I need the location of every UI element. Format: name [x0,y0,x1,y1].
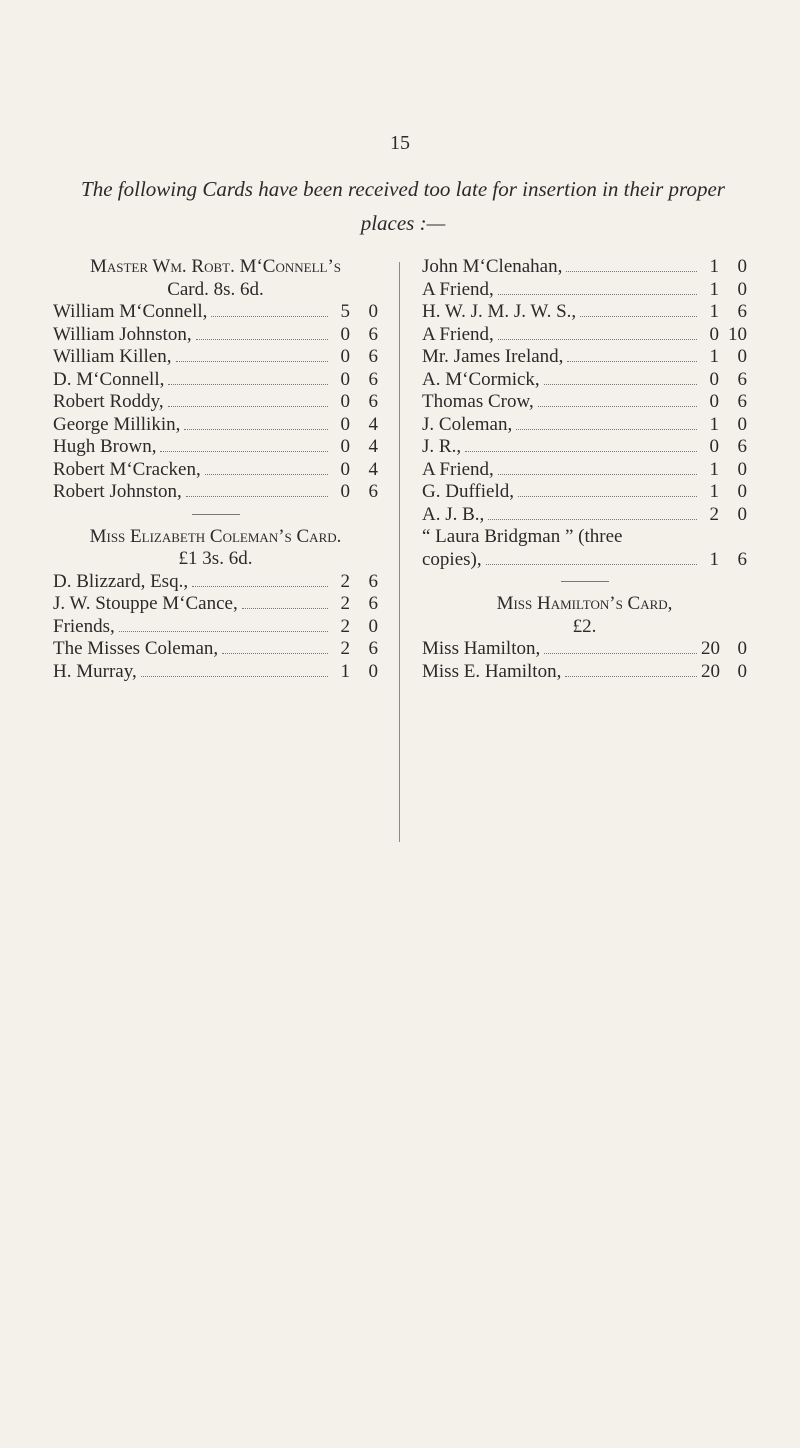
entry-list-right [422,256,747,526]
entry-pence: 6 [737,391,747,412]
entry-pence: 6 [368,481,378,502]
entry-shillings: 20 [701,660,720,682]
dotted-leader [538,406,697,407]
entry-name: John M‘Clenahan, [422,256,563,277]
dotted-leader [168,384,328,385]
entry-pence: 0 [737,413,747,435]
entry-name: Robert Roddy, [53,391,164,412]
dotted-leader [141,676,328,677]
entry-list-coleman [53,571,378,684]
section-rule [192,514,240,515]
subscription-entry [422,481,747,504]
dotted-leader [566,271,697,272]
dotted-leader [516,429,697,430]
entry-pence: 0 [737,660,747,682]
entry-shillings: 1 [709,256,719,277]
entry-pence: 0 [737,638,747,659]
dotted-leader [544,653,697,654]
entry-name: A Friend, [422,278,494,300]
column-divider [399,262,400,842]
wrapped-entry [422,526,747,571]
entry-name: J. R., [422,436,462,457]
entry-name: Robert M‘Cracken, [53,458,201,480]
entry-shillings: 0 [340,436,350,457]
subscription-entry [422,324,747,347]
entry-name: The Misses Coleman, [53,638,219,659]
entry-shillings: 1 [709,346,719,367]
entry-pence: 6 [737,548,747,570]
entry-name: William Johnston, [53,323,192,345]
entry-pence: 0 [368,301,378,322]
left-column [53,256,378,683]
entry-pence: 6 [737,436,747,457]
entry-shillings: 0 [340,323,350,345]
subscription-entry [53,571,378,594]
entry-shillings: 1 [709,301,719,322]
subscription-entry [53,391,378,414]
entry-shillings: 1 [709,278,719,300]
entry-shillings: 2 [340,570,350,592]
card-amount-hamilton: £2. [572,615,597,637]
subscription-entry [53,459,378,482]
entry-list-connell [53,301,378,504]
card-title-connell: Master Wm. Robt. M‘Connell’s [89,256,342,277]
entry-name: H. W. J. M. J. W. S., [422,301,577,322]
entry-shillings: 0 [709,436,719,457]
subscription-entry [53,301,378,324]
entry-name: Miss E. Hamilton, [422,660,562,682]
dotted-leader [196,339,328,340]
entry-name: Robert Johnston, [53,481,182,502]
wrapped-entry-line2 [422,549,747,572]
entry-shillings: 0 [709,368,719,390]
entry-shillings: 1 [709,458,719,480]
entry-name: Hugh Brown, [53,436,157,457]
entry-name: William M‘Connell, [53,301,208,322]
entry-pence: 0 [737,278,747,300]
entry-pence: 0 [368,615,378,637]
dotted-leader [205,474,328,475]
page-number: 15 [390,132,410,154]
entry-pence: 6 [368,346,378,367]
subscription-entry [422,369,747,392]
entry-shillings: 0 [709,323,719,345]
subscription-entry [422,504,747,527]
entry-name: J. Coleman, [422,413,513,435]
entry-shillings: 0 [340,391,350,412]
section-rule [561,581,609,582]
dotted-leader [565,676,697,677]
entry-name: D. M‘Connell, [53,368,165,390]
dotted-leader [186,496,328,497]
entry-name: A Friend, [422,458,494,480]
entry-shillings: 1 [709,413,719,435]
subscription-entry [53,324,378,347]
dotted-leader [498,339,697,340]
entry-pence: 6 [368,638,378,659]
entry-shillings: 20 [701,638,720,659]
entry-pence: 4 [368,436,378,457]
entry-pence: 4 [368,458,378,480]
dotted-leader [184,429,328,430]
wrapped-entry-line1: “ Laura Bridgman ” (three [422,526,623,547]
entry-name: H. Murray, [53,660,137,682]
entry-pence: 10 [728,323,747,345]
entry-pence: 6 [368,593,378,614]
dotted-leader [488,519,697,520]
entry-shillings: 2 [340,638,350,659]
entry-pence: 6 [368,391,378,412]
dotted-leader [580,316,697,317]
dotted-leader [192,586,328,587]
entry-pence: 0 [737,256,747,277]
dotted-leader [465,451,697,452]
subscription-entry [53,346,378,369]
entry-shillings: 1 [709,481,719,502]
subscription-entry [53,481,378,504]
dotted-leader [211,316,328,317]
entry-name: A Friend, [422,323,494,345]
dotted-leader [222,653,328,654]
entry-name: Mr. James Ireland, [422,346,564,367]
entry-name: J. W. Stouppe M‘Cance, [53,593,238,614]
entry-pence: 0 [737,503,747,525]
entry-name: Thomas Crow, [422,391,534,412]
entry-name: A. J. B., [422,503,485,525]
entry-pence: 0 [368,660,378,682]
entry-name: G. Duffield, [422,481,514,502]
entry-shillings: 1 [709,548,719,570]
dotted-leader [242,608,328,609]
entry-shillings: 0 [340,481,350,502]
entry-pence: 6 [368,323,378,345]
subscription-entry [53,369,378,392]
entry-shillings: 2 [709,503,719,525]
subscription-entry [422,391,747,414]
dotted-leader [176,361,329,362]
entry-shillings: 0 [340,368,350,390]
card-amount-connell: Card. 8s. 6d. [167,278,264,300]
entry-shillings: 2 [340,615,350,637]
dotted-leader [498,294,697,295]
entry-pence: 6 [368,368,378,390]
subscription-entry [53,593,378,616]
entry-pence: 0 [737,458,747,480]
subscription-entry [53,414,378,437]
subscription-entry [53,638,378,661]
subscription-entry [53,661,378,684]
dotted-leader [160,451,328,452]
entry-shillings: 0 [340,346,350,367]
card-amount-coleman: £1 3s. 6d. [178,548,253,569]
entry-pence: 0 [737,481,747,502]
subscription-entry [422,459,747,482]
subscription-entry [422,638,747,661]
entry-shillings: 5 [340,301,350,322]
entry-shillings: 0 [340,458,350,480]
dotted-leader [498,474,697,475]
subscription-entry [422,436,747,459]
entry-name: copies), [422,548,482,570]
entry-name: A. M‘Cormick, [422,368,540,390]
entry-pence: 0 [737,346,747,367]
entry-name: William Killen, [53,346,172,367]
subscription-entry [422,661,747,684]
entry-pence: 4 [368,413,378,435]
dotted-leader [119,631,328,632]
entry-shillings: 2 [340,593,350,614]
page-heading: The following Cards have been received too late for insertion in their proper places :— [81,177,725,235]
subscription-entry [422,346,747,369]
entry-pence: 6 [368,570,378,592]
dotted-leader [486,564,697,565]
entry-pence: 6 [737,368,747,390]
subscription-entry [53,616,378,639]
entry-list-hamilton [422,638,747,683]
subscription-entry [422,301,747,324]
subscription-entry [422,414,747,437]
entry-name: D. Blizzard, Esq., [53,570,189,592]
entry-shillings: 0 [340,413,350,435]
entry-name: George Millikin, [53,413,181,435]
entry-pence: 6 [737,301,747,322]
subscription-entry [53,436,378,459]
entry-shillings: 0 [709,391,719,412]
subscription-entry [422,279,747,302]
right-column [422,256,747,683]
dotted-leader [518,496,697,497]
dotted-leader [168,406,328,407]
card-title-coleman: Miss Elizabeth Coleman’s Card. [89,525,342,547]
subscription-entry [422,256,747,279]
entry-name: Friends, [53,615,115,637]
entry-shillings: 1 [340,660,350,682]
dotted-leader [567,361,697,362]
card-title-hamilton: Miss Hamilton’s Card, [496,593,673,614]
entry-name: Miss Hamilton, [422,638,541,659]
dotted-leader [544,384,697,385]
